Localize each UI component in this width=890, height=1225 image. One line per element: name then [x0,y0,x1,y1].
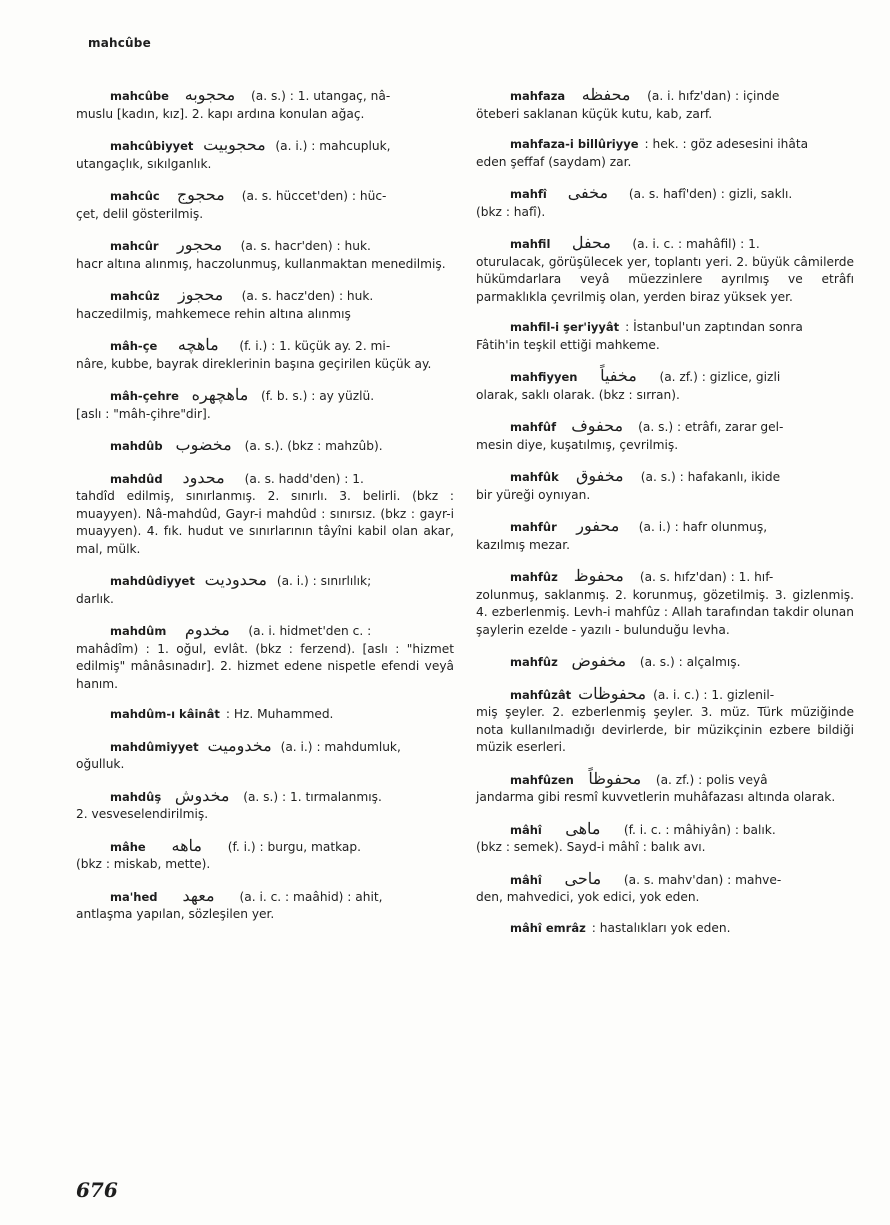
definition-start: (a. i. hidmet'den c. : [248,624,372,638]
definition-start: (a. i.) : hafr olunmuş, [638,520,768,534]
dictionary-entry [76,436,454,456]
arabic-script: محفوف [571,416,624,435]
dictionary-entry [76,386,454,423]
dictionary-entry [476,517,854,554]
headword: mahcûr [110,239,159,253]
dictionary-entry [76,787,454,824]
definition-start: (f. i. c. : mâhiyân) : balık. [623,822,776,837]
headword: mahdûm [110,624,167,638]
definition-continuation: utangaçlık, sıkılganlık. [76,156,212,171]
definition-start: (a. zf.) : polis veyâ [655,772,768,787]
definition-continuation: eden şeffaf (saydam) zar. [476,154,632,169]
headword: mahdûd [110,471,163,486]
entry-first-line [76,336,454,356]
definition-start: (a. i. c. : mahâfil) : 1. [632,237,760,251]
headword: mahfaza [510,89,566,103]
headword: mahfûk [510,470,559,484]
dictionary-entry [476,417,854,454]
dictionary-entry [476,685,854,757]
definition-start: (a. i. hıfz'dan) : içinde [647,89,780,103]
headword: mâhî emrâz [510,920,586,935]
left-column [76,86,454,937]
entry-first-line [476,685,854,705]
arabic-script: محجور [177,235,223,254]
definition-start: (a. i.) : mahcupluk, [275,139,391,153]
entry-first-line [476,652,854,672]
definition-continuation: öteberi saklanan küçük kutu, kab, zarf. [476,106,713,121]
dictionary-entry [76,236,454,273]
entry-first-line [76,706,454,724]
definition-continuation: kazılmış mezar. [476,537,570,552]
headword: mâhe [110,839,146,854]
entry-first-line [76,386,454,406]
headword: mahdûş [110,789,162,804]
arabic-script: محفوظات [578,683,647,703]
headword: mahdûdiyyet [110,574,195,588]
definition-continuation: (bkz : miskab, mette). [76,857,211,871]
dictionary-entry [76,286,454,323]
dictionary-entry [476,184,854,221]
arabic-script: محفور [576,516,620,535]
arabic-script: مخفياً [600,366,637,385]
dictionary-entry [76,706,454,724]
headword: mahfil [510,237,551,251]
dictionary-entry [476,567,854,639]
dictionary-entry [476,770,854,807]
entry-first-line [76,186,454,206]
arabic-script: محفوظاً [588,768,642,788]
arabic-script: محجوبيت [203,135,266,154]
definition-continuation: oğulluk. [76,757,125,771]
arabic-script: ماهچهره [191,385,249,404]
arabic-script: مخدوميت [207,735,272,755]
dictionary-entry [76,887,454,924]
entry-first-line [476,234,854,254]
entry-first-line [476,136,854,154]
entry-first-line [76,286,454,306]
dictionary-entry [476,467,854,504]
dictionary-entry [476,367,854,404]
headword: mahfûz [510,570,558,584]
entry-first-line [476,367,854,387]
definition-continuation: [aslı : "mâh-çihre"dir]. [76,406,211,421]
arabic-script: مخدوم [184,620,230,639]
definition-continuation: jandarma gibi resmî kuvvetlerin muhâfazası altında olarak. [476,790,836,804]
definition-continuation: mesin diye, kuşatılmış, çevrilmiş. [476,437,679,452]
dictionary-entry [476,136,854,171]
arabic-script: محفل [571,233,611,252]
dictionary-entry [76,837,454,874]
headword: mahcûz [110,289,160,303]
definition-start: (a. s.). (bkz : mahzûb). [244,439,383,453]
entry-first-line [76,787,454,807]
dictionary-entry [76,136,454,173]
entry-first-line [476,184,854,204]
definition-start: (a. s. hıfz'dan) : 1. hıf- [639,570,774,584]
definition-continuation: tahdîd edilmiş, sınırlanmış. 2. sınırlı. 3. belirli. (bkz : muayyen). Nâ-mahdûd, Gayr-i mahdûd : sınırsız. (bkz : gayr-i muayyen). 4. fık. hudut ve sınırlarının tâyîni kabil olan akar, mal, mülk. [76,489,454,556]
entry-first-line [476,517,854,537]
arabic-script: مخفى [567,183,609,202]
headword: mahcûbe [110,89,169,103]
headword: mâh-çehre [110,389,179,403]
arabic-script: مخفوق [575,466,624,485]
arabic-script: ماهى [565,818,601,838]
dictionary-entry [76,469,454,559]
dictionary-entry [476,820,854,857]
headword: mahdûmiyyet [110,739,199,754]
arabic-script: محفظه [581,85,631,104]
definition-continuation: bir yüreği oynıyan. [476,487,591,502]
arabic-script: ماحى [564,868,602,888]
definition-start: (f. i.) : 1. küçük ay. 2. mi- [239,339,391,353]
definition-continuation: miş şeyler. 2. ezberlenmiş şeyler. 3. müz. Türk müziğinde nota kullanılmadığı devirlerde, bir müzikçinin ezbere bildiği müzik eserleri. [476,705,854,754]
headword: mâhî [510,822,542,837]
definition-start: (a. i.) : sınırlılık; [276,574,372,588]
definition-start: (a. s. hacr'den) : huk. [240,239,371,253]
definition-continuation: (bkz : semek). Sayd-i mâhî : balık avı. [476,840,706,854]
entry-first-line [76,737,454,757]
definition-continuation: (bkz : hafî). [476,204,546,219]
arabic-script: محفوظ [573,566,624,585]
definition-start: (a. i. c. : maâhid) : ahit, [239,889,383,904]
definition-start: (a. s. mahv'dan) : mahve- [623,872,782,887]
headword: mahfûr [510,520,557,534]
dictionary-entry [476,86,854,123]
definition-start: (a. i. c.) : 1. gizlenil- [653,687,775,702]
headword: mâh-çe [110,339,158,353]
arabic-script: محجوز [178,285,224,304]
definition-continuation: hacr altına alınmış, haczolunmuş, kullanmaktan menedilmiş. [76,256,446,271]
definition-continuation: antlaşma yapılan, sözleşilen yer. [76,907,275,921]
arabic-script: محدود [182,467,225,487]
definition-continuation: mahâdîm) : 1. oğul, evlât. (bkz : ferzend). [aslı : "hizmet edilmiş" mânâsınadır]. 2. hizmet edene nispetle efendi veyâ hanım. [76,641,454,691]
definition-start: (a. s.) : 1. tırmalanmış. [243,789,382,804]
definition-continuation: nâre, kubbe, bayrak direklerinin başına geçirilen küçük ay. [76,356,432,371]
page-number: 676 [76,1178,118,1202]
arabic-script: مخدوش [174,785,230,805]
entry-first-line [76,887,454,907]
dictionary-entry [476,920,854,938]
definition-start: (a. s. hüccet'den) : hüc- [241,189,387,203]
arabic-script: مخفوض [571,651,627,670]
definition-start: (a. s. hafî'den) : gizli, saklı. [628,187,793,201]
definition-start: (a. s.) : etrâfı, zarar gel- [638,420,784,434]
dictionary-entry [476,319,854,354]
definition-continuation: oturulacak, görüşülecek yer, toplantı yeri. 2. büyük câmilerde hükümdarlara veyâ müezzinlere ayrılmış ve etrâfı parmaklıkla çevrilmiş olan, yerden biraz yüksek yer. [476,254,854,304]
entry-first-line [76,236,454,256]
headword: mahdûb [110,439,163,453]
definition-continuation: darlık. [76,591,114,606]
entry-first-line [76,837,454,857]
definition-continuation: çet, delil gösterilmiş. [76,206,204,221]
entry-first-line [476,467,854,487]
definition-start: (f. i.) : burgu, matkap. [227,839,362,854]
headword: mahfiyyen [510,370,578,384]
arabic-script: ماهچه [177,335,219,354]
headword: mahfî [510,187,547,201]
entry-first-line [476,920,854,938]
entry-first-line [476,770,854,790]
definition-continuation: haczedilmiş, mahkemece rehin altına alınmış [76,306,351,321]
definition-continuation: zolunmuş, saklanmış. 2. korunmuş, gözetilmiş. 3. gizlenmiş. 4. ezberlenmiş. Levh-i mahfûz : Allah tarafından takdir olunan şaylerin ezelde - yazılı - bulunduğu levha. [476,587,854,637]
entry-first-line [476,417,854,437]
entry-first-line [476,567,854,587]
arabic-script: معهد [182,885,215,905]
definition-start: (a. s.) : alçalmış. [639,655,741,669]
dictionary-entry [76,336,454,373]
entry-first-line [76,136,454,156]
definition-start: : İstanbul'un zaptından sonra [625,320,803,334]
headword: mahcûc [110,189,160,203]
dictionary-entry [76,737,454,774]
entry-first-line [476,870,854,890]
dictionary-entry [76,86,454,123]
definition-continuation: 2. vesveselendirilmiş. [76,807,209,821]
dictionary-entry [76,186,454,223]
headword: mâhî [510,872,542,887]
arabic-script: محجوج [176,185,225,204]
headword: mahfil-i şer'iyyât [510,320,620,334]
dictionary-entry [76,621,454,693]
definition-start: (a. s.) : hafakanlı, ikide [640,470,781,484]
definition-continuation: muslu [kadın, kız]. 2. kapı ardına konulan ağaç. [76,106,365,121]
definition-start: : hek. : göz adesesini ihâta [644,137,809,151]
headword: mahdûm-ı kâinât [110,707,220,721]
definition-start: : Hz. Muhammed. [225,707,334,721]
entry-first-line [476,319,854,337]
arabic-script: محدوديت [204,570,267,589]
entry-first-line [76,571,454,591]
entry-first-line [76,469,454,489]
headword: mahfûz [510,655,558,669]
dictionary-entry [76,571,454,608]
definition-start: : hastalıkları yok eden. [591,920,731,935]
definition-start: (a. s. hadd'den) : 1. [244,471,364,486]
definition-start: (a. zf.) : gizlice, gizli [659,370,781,384]
dictionary-entry [476,870,854,907]
definition-start: (a. s.) : 1. utangaç, nâ- [250,89,391,103]
definition-start: (a. s. hacz'den) : huk. [241,289,374,303]
entry-first-line [76,86,454,106]
dictionary-entry [476,652,854,672]
definition-continuation: Fâtih'in teşkil ettiği mahkeme. [476,337,660,352]
definition-continuation: den, mahvedici, yok edici, yok eden. [476,890,700,904]
headword: mahfûzen [510,772,574,787]
arabic-script: ماهه [171,835,202,855]
headword: mahfaza-i billûriyye [510,137,639,151]
dictionary-entry [476,234,854,306]
headword: ma'hed [110,889,158,904]
entry-first-line [76,621,454,641]
arabic-script: مخضوب [175,435,232,454]
definition-start: (f. b. s.) : ay yüzlü. [260,389,375,403]
entry-first-line [476,820,854,840]
headword: mahcûbiyyet [110,139,194,153]
arabic-script: محجوبه [184,85,236,104]
running-head: mahcûbe [88,36,151,50]
right-column [476,86,854,950]
definition-continuation: olarak, saklı olarak. (bkz : sırran). [476,387,680,402]
headword: mahfûf [510,420,557,434]
entry-first-line [476,86,854,106]
definition-start: (a. i.) : mahdumluk, [280,739,401,754]
entry-first-line [76,436,454,456]
headword: mahfûzât [510,687,572,702]
